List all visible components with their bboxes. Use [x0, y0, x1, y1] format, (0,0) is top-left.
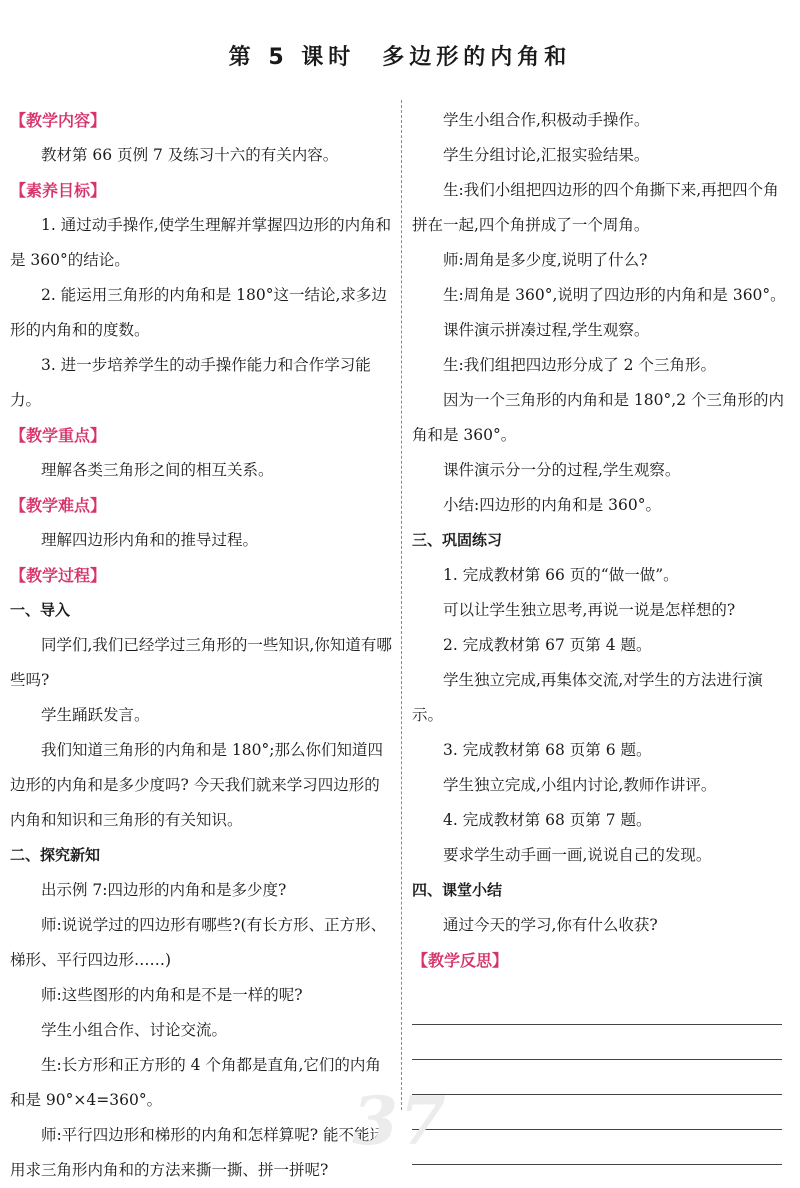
right-column — [412, 103, 788, 1165]
paragraph: 3. 完成教材第 68 页第 6 题。 — [443, 741, 652, 759]
section-heading: 【教学难点】 — [10, 496, 107, 515]
paragraph: 2. 完成教材第 67 页第 4 题。 — [443, 636, 652, 654]
paragraph: 理解四边形内角和的推导过程。 — [41, 531, 259, 549]
paragraph: 3. 进一步培养学生的动手操作能力和合作学习能力。 — [10, 356, 371, 409]
paragraph: 同学们,我们已经学过三角形的一些知识,你知道有哪些吗? — [10, 636, 392, 689]
section-subheading: 四、课堂小结 — [412, 881, 503, 899]
paragraph: 要求学生动手画一画,说说自己的发现。 — [443, 846, 712, 864]
paragraph: 师:说说学过的四边形有哪些?(有长方形、正方形、梯形、平行四边形……) — [10, 916, 387, 969]
paragraph: 4. 完成教材第 68 页第 7 题。 — [443, 811, 652, 829]
paragraph: 通过今天的学习,你有什么收获? — [443, 916, 658, 934]
writing-line — [412, 1130, 782, 1165]
section-subheading: 一、导入 — [10, 601, 71, 619]
paragraph: 学生小组合作,积极动手操作。 — [443, 111, 650, 129]
section-heading: 【教学反思】 — [412, 951, 509, 970]
paragraph: 学生独立完成,小组内讨论,教师作讲评。 — [443, 776, 717, 794]
paragraph: 可以让学生独立思考,再说一说是怎样想的? — [443, 601, 736, 619]
paragraph: 课件演示拼凑过程,学生观察。 — [443, 321, 650, 339]
page-number: 37 — [352, 1082, 448, 1160]
page-title: 第 5 课时 多边形的内角和 — [228, 45, 572, 70]
writing-line — [412, 1060, 782, 1095]
paragraph: 学生独立完成,再集体交流,对学生的方法进行演示。 — [412, 671, 763, 724]
paragraph: 课件演示分一分的过程,学生观察。 — [443, 461, 681, 479]
section-heading: 【教学内容】 — [10, 111, 107, 130]
section-heading: 【素养目标】 — [10, 181, 107, 200]
paragraph: 生:我们小组把四边形的四个角撕下来,再把四个角拼在一起,四个角拼成了一个周角。 — [412, 181, 779, 234]
paragraph: 师:周角是多少度,说明了什么? — [443, 251, 648, 269]
paragraph: 师:这些图形的内角和是不是一样的呢? — [41, 986, 303, 1004]
writing-line — [412, 990, 782, 1025]
writing-line — [412, 1095, 782, 1130]
paragraph: 出示例 7:四边形的内角和是多少度? — [41, 881, 287, 899]
paragraph: 1. 通过动手操作,使学生理解并掌握四边形的内角和是 360°的结论。 — [10, 216, 392, 269]
paragraph: 师:平行四边形和梯形的内角和怎样算呢? 能不能运用求三角形内角和的方法来撕一撕、拼一拼呢? — [10, 1126, 385, 1179]
column-divider — [401, 100, 402, 1110]
paragraph: 我们知道三角形的内角和是 180°;那么你们知道四边形的内角和是多少度吗? 今天我们就来学习四边形的内角和知识和三角形的有关知识。 — [10, 741, 383, 829]
paragraph: 生:我们组把四边形分成了 2 个三角形。 — [443, 356, 716, 374]
paragraph: 生:周角是 360°,说明了四边形的内角和是 360°。 — [443, 286, 786, 304]
section-subheading: 三、巩固练习 — [412, 531, 503, 549]
section-subheading: 二、探究新知 — [10, 846, 101, 864]
paragraph: 理解各类三角形之间的相互关系。 — [41, 461, 274, 479]
paragraph: 因为一个三角形的内角和是 180°,2 个三角形的内角和是 360°。 — [412, 391, 784, 444]
reflection-writing-lines — [412, 990, 788, 1165]
writing-line — [412, 1025, 782, 1060]
paragraph: 2. 能运用三角形的内角和是 180°这一结论,求多边形的内角和的度数。 — [10, 286, 387, 339]
paragraph: 1. 完成教材第 66 页的“做一做”。 — [443, 566, 679, 584]
section-heading: 【教学过程】 — [10, 566, 107, 585]
paragraph: 小结:四边形的内角和是 360°。 — [443, 496, 661, 514]
section-heading: 【教学重点】 — [10, 426, 107, 445]
paragraph: 学生分组讨论,汇报实验结果。 — [443, 146, 650, 164]
paragraph: 生:长方形和正方形的 4 个角都是直角,它们的内角和是 90°×4=360°。 — [10, 1056, 381, 1109]
paragraph: 学生踊跃发言。 — [41, 706, 150, 724]
paragraph: 教材第 66 页例 7 及练习十六的有关内容。 — [41, 146, 339, 164]
paragraph: 学生小组合作、讨论交流。 — [41, 1021, 228, 1039]
left-column — [10, 103, 393, 1188]
